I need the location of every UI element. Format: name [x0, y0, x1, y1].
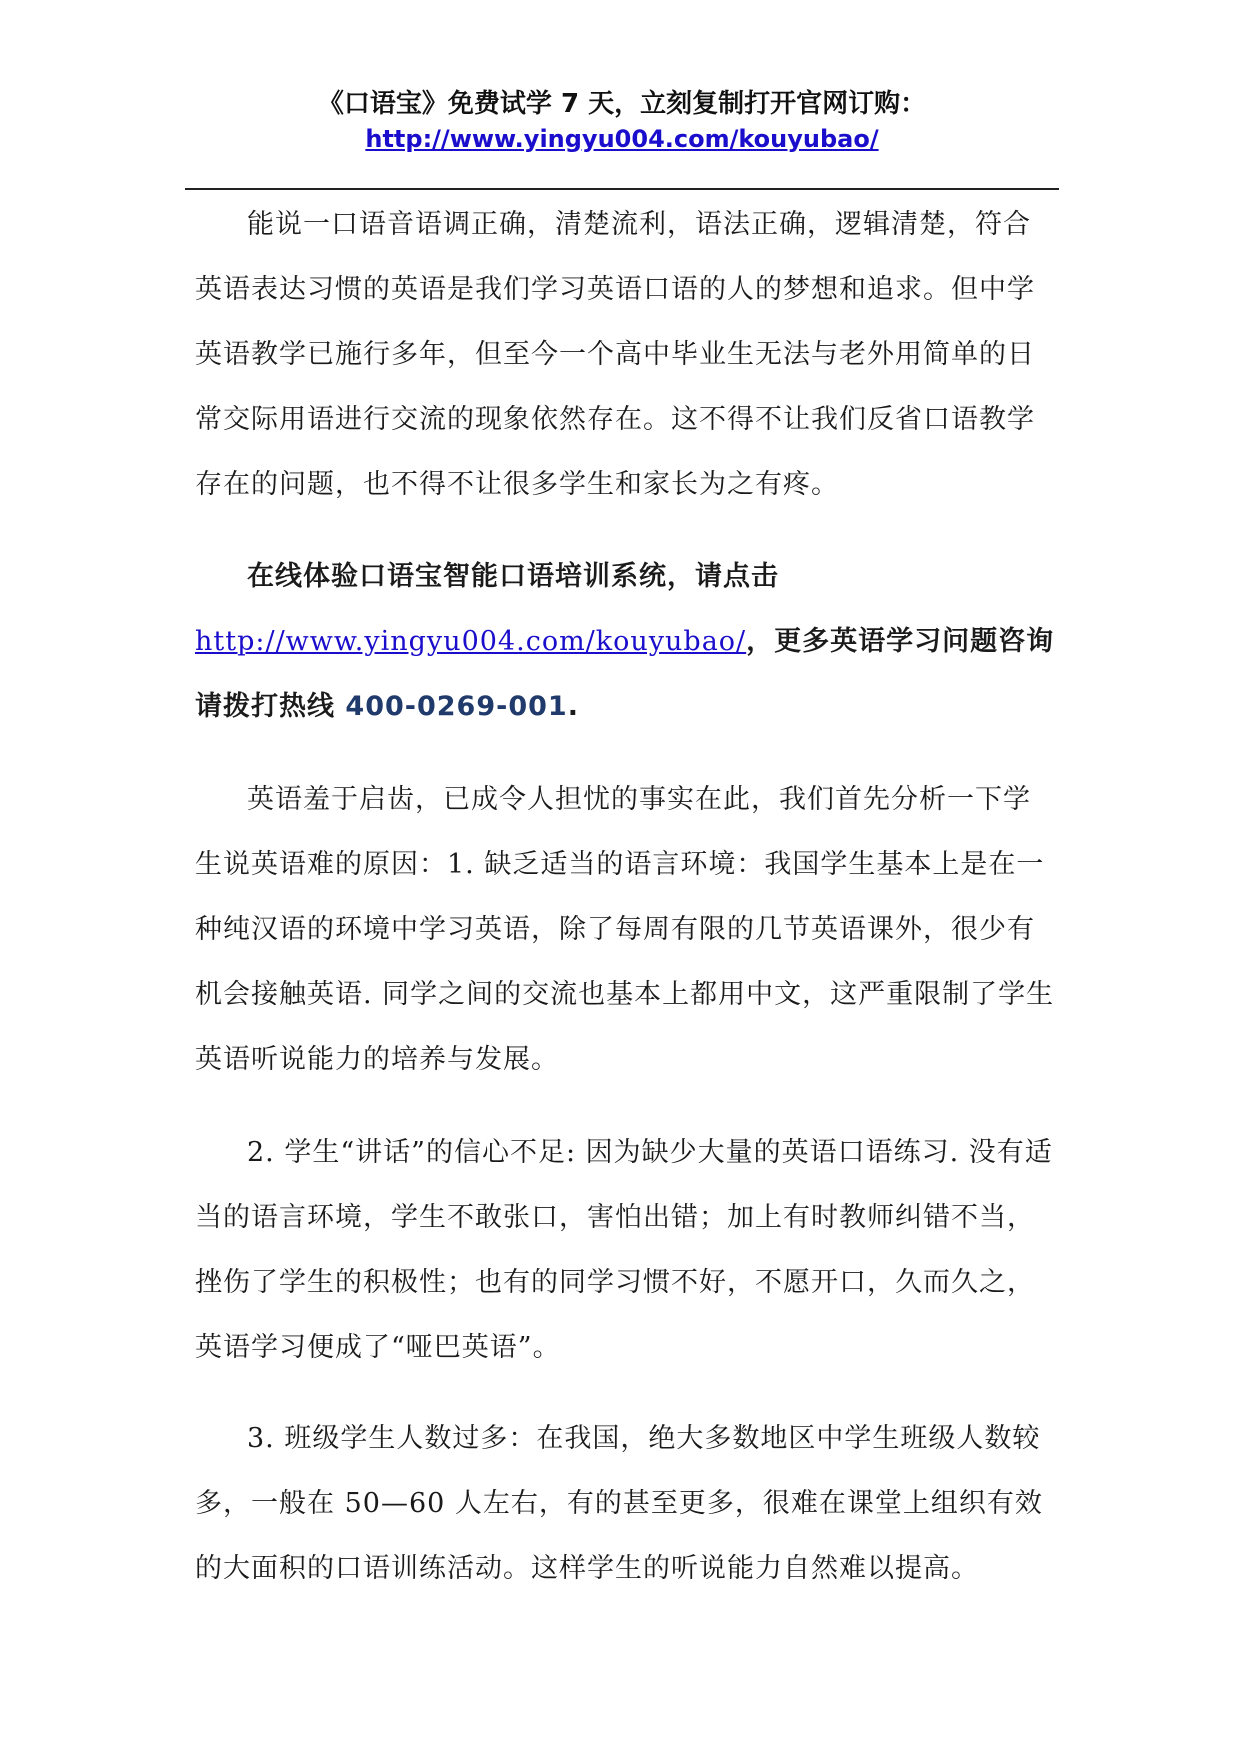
paragraph-reason-1: 英语羞于启齿，已成令人担忧的事实在此，我们首先分析一下学生说英语难的原因：1. 缺乏适当的语言环境：我国学生基本上是在一种纯汉语的环境中学习英语，除了每周有限的几节英语课外，很少有机会接触英语. 同学之间的交流也基本上都用中文，这严重限制了学生英语听说能力的培养与发展。: [195, 784, 1055, 1075]
hotline-number: 400-0269-001: [345, 691, 568, 722]
promo-lead-text: 在线体验口语宝智能口语培训系统，请点击: [247, 561, 779, 592]
promo-end-text: .: [567, 691, 579, 722]
paragraph-reason-3: 3. 班级学生人数过多：在我国，绝大多数地区中学生班级人数较多，一般在 50—60 人左右，有的甚至更多，很难在课堂上组织有效的大面积的口语训练活动。这样学生的听说能力自然难以提高。: [195, 1423, 1043, 1584]
header-title: 《口语宝》免费试学 7 天，立刻复制打开官网订购：: [317, 89, 927, 119]
page-header: [185, 86, 1059, 156]
paragraph-intro: 能说一口语音语调正确，清楚流利，语法正确，逻辑清楚，符合英语表达习惯的英语是我们学习英语口语的人的梦想和追求。但中学英语教学已施行多年，但至今一个高中毕业生无法与老外用简单的日常交际用语进行交流的现象依然存在。这不得不让我们反省口语教学存在的问题，也不得不让很多学生和家长为之有疼。: [195, 209, 1035, 500]
promo-link[interactable]: http://www.yingyu004.com/kouyubao/: [195, 626, 747, 657]
header-divider: [185, 188, 1059, 190]
header-link[interactable]: http://www.yingyu004.com/kouyubao/: [365, 125, 879, 153]
paragraph-promo: [195, 544, 1057, 739]
paragraph-reason-2: 2. 学生“讲话”的信心不足: 因为缺少大量的英语口语练习. 没有适当的语言环境，学生不敢张口，害怕出错；加上有时教师纠错不当，挫伤了学生的积极性；也有的同学习惯不好，不愿开口，久而久之，英语学习便成了“哑巴英语”。: [195, 1137, 1053, 1363]
promo-middle-text: ，更多英语学习问题咨询请拨打热线: [195, 626, 1055, 722]
